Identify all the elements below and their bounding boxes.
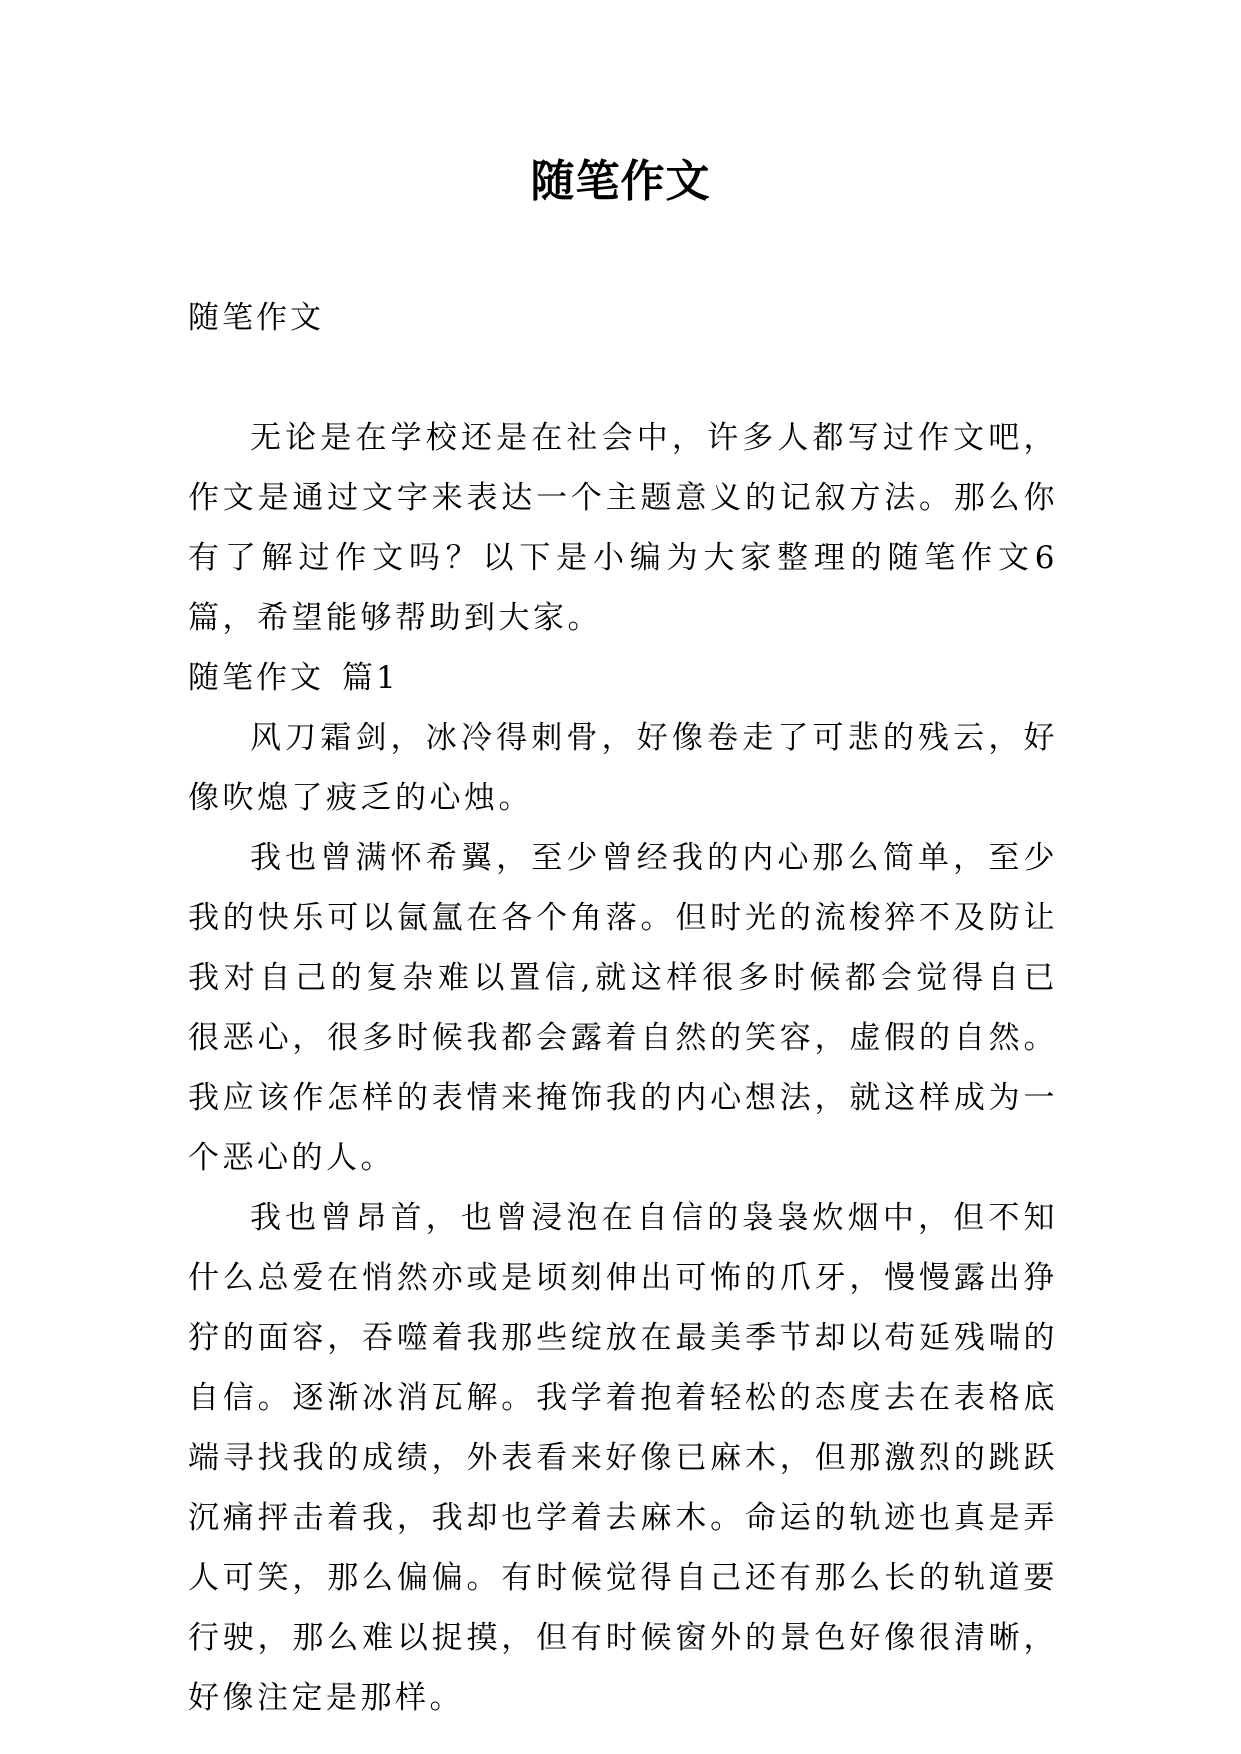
body-paragraph: 我也曾满怀希翼，至少曾经我的内心那么简单，至少我的快乐可以氤氲在各个角落。但时光的流梭猝不及防让我对自己的复杂难以置信,就这样很多时候都会觉得自已很恶心，很多时候我都会露着自然的笑容，虚假的自然。我应该作怎样的表情来掩饰我的内心想法，就这样成为一个恶心的人。 (188, 840, 1058, 1176)
body-paragraph: 风刀霜剑，冰冷得刺骨，好像卷走了可悲的残云，好像吹熄了疲乏的心烛。 (188, 720, 1058, 816)
body-paragraph: 我也曾昂首，也曾浸泡在自信的袅袅炊烟中，但不知什么总爱在悄然亦或是顷刻伸出可怖的爪牙，慢慢露出狰狞的面容，吞噬着我那些绽放在最美季节却以苟延残喘的自信。逐渐冰消瓦解。我学着抱着轻松的态度去在表格底端寻找我的成绩，外表看来好像已麻木，但那激烈的跳跃沉痛抨击着我，我却也学着去麻木。命运的轨迹也真是弄人可笑，那么偏偏。有时候觉得自己还有那么长的轨道要行驶，那么难以捉摸，但有时候窗外的景色好像很清晰，好像注定是那样。 (188, 1200, 1058, 1716)
document-subtitle: 随笔作文 (188, 300, 324, 336)
intro-paragraph: 无论是在学校还是在社会中，许多人都写过作文吧，作文是通过文字来表达一个主题意义的记叙方法。那么你有了解过作文吗？以下是小编为大家整理的随笔作文6篇，希望能够帮助到大家。 (188, 420, 1058, 636)
section-title: 随笔作文 (188, 660, 324, 696)
section-label: 篇1 (342, 660, 399, 696)
document-title: 随笔作文 (530, 156, 711, 207)
spacer (188, 348, 1058, 408)
section-heading (188, 648, 1058, 708)
document-body (188, 288, 1058, 1728)
